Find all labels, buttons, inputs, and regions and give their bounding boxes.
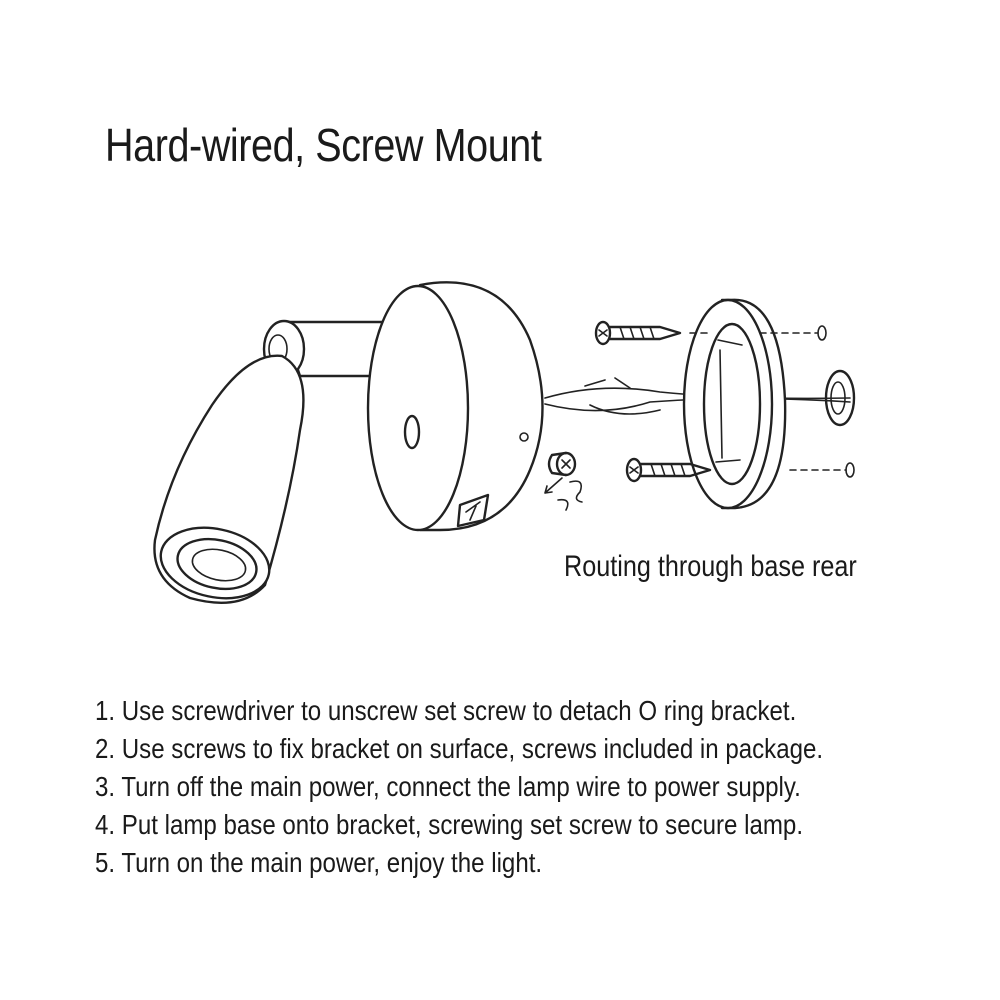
o-ring-bracket — [684, 300, 785, 508]
set-screw — [545, 453, 582, 510]
lamp-head — [154, 356, 303, 608]
routing-caption: Routing through base rear — [564, 550, 857, 583]
instruction-step: 5. Turn on the main power, enjoy the light. — [95, 847, 543, 878]
instruction-list — [95, 692, 942, 882]
instruction-step: 2. Use screws to fix bracket on surface, screws included in package. — [95, 733, 824, 764]
instruction-step: 3. Turn off the main power, connect the lamp wire to power supply. — [95, 771, 801, 802]
instruction-step: 1. Use screwdriver to unscrew set screw to detach O ring bracket. — [95, 695, 797, 726]
page-title: Hard-wired, Screw Mount — [105, 119, 542, 171]
lamp-base — [368, 282, 543, 530]
instruction-step: 4. Put lamp base onto bracket, screwing set screw to secure lamp. — [95, 809, 804, 840]
